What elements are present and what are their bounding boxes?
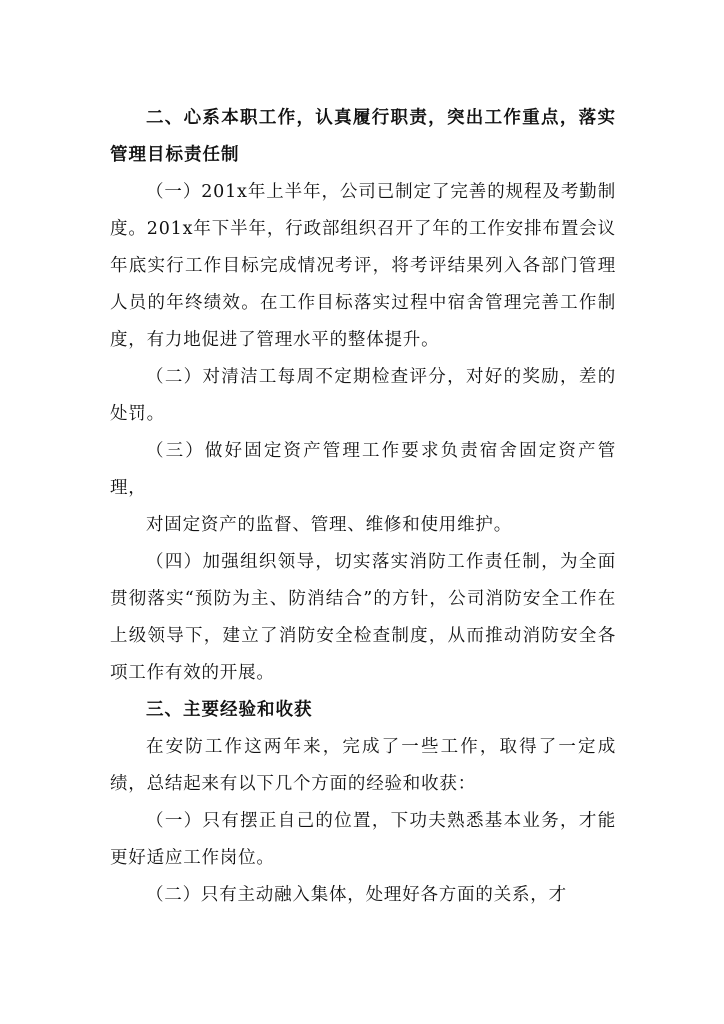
paragraph-item-three: （三）做好固定资产管理工作要求负责宿舍固定资产管理，	[110, 441, 616, 498]
paragraph-item-three-continued: 对固定资产的监督、管理、维修和使用维护。	[146, 515, 512, 535]
paragraph-item-four: （四）加强组织领导，切实落实消防工作责任制，为全面贯彻落实“预防为主、防消结合”的方针，公司消防安全工作在上级领导下，建立了消防安全检查制度，从而推动消防安全各项工作有效的开展。	[110, 552, 616, 683]
paragraph-lesson-two: （二）只有主动融入集体，处理好各方面的关系，才	[146, 885, 567, 905]
section-heading-two: 二、心系本职工作，认真履行职责，突出工作重点，落实管理目标责任制	[110, 108, 616, 165]
paragraph-item-one: （一）201x年上半年，公司已制定了完善的规程及考勤制度。201x年下半年，行政部组织召开了年的工作安排布置会议年底实行工作目标完成情况考评，将考评结果列入各部门管理人员的年终绩效。在工作目标落实过程中宿舍管理完善工作制度，有力地促进了管理水平的整体提升。	[110, 182, 616, 350]
section-heading-three: 三、主要经验和收获	[146, 700, 313, 720]
paragraph-item-two: （二）对清洁工每周不定期检查评分，对好的奖励，差的处罚。	[110, 367, 616, 424]
document-page	[110, 100, 616, 914]
paragraph-intro-three: 在安防工作这两年来，完成了一些工作，取得了一定成绩，总结起来有以下几个方面的经验和收获：	[110, 737, 616, 794]
paragraph-lesson-one: （一）只有摆正自己的位置，下功夫熟悉基本业务，才能更好适应工作岗位。	[110, 811, 616, 868]
